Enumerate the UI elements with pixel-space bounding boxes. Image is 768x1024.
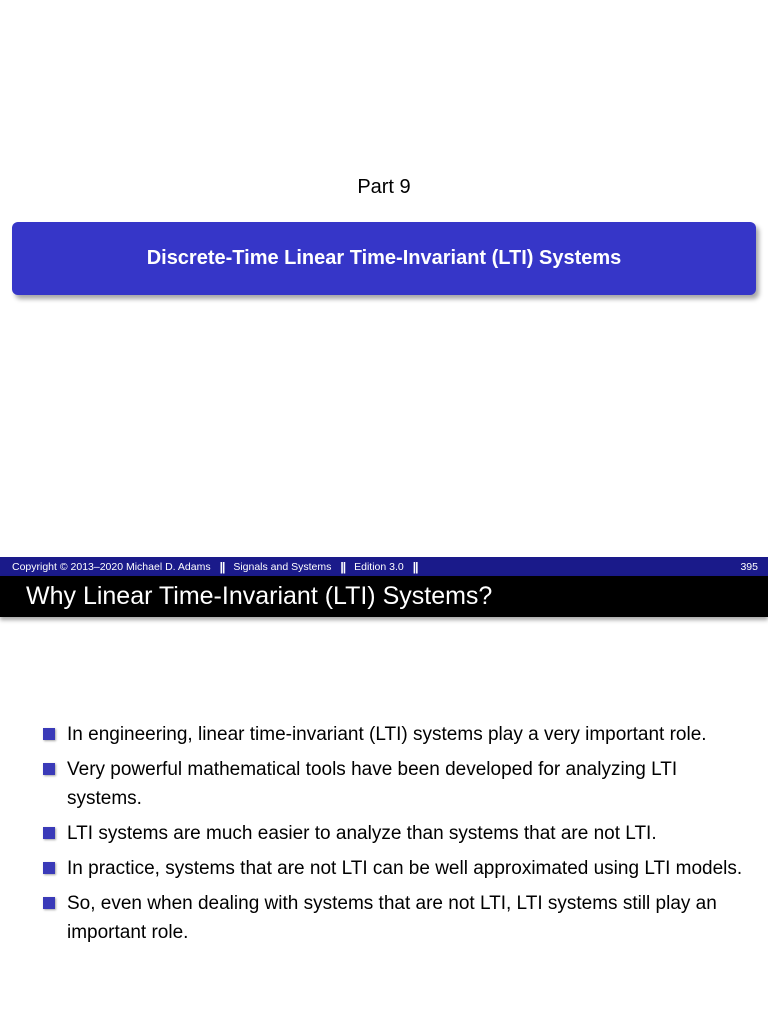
slide-title: Discrete-Time Linear Time-Invariant (LTI) Systems [146,247,622,269]
bullet-text: So, even when dealing with systems that are not LTI, LTI systems still play an important role. [67,893,717,943]
bullet-list [0,720,768,953]
bullet-square-icon [43,827,55,839]
slide-header [0,576,768,617]
footer-bar [0,557,768,576]
list-item [0,819,768,848]
bullet-text: LTI systems are much easier to analyze than systems that are not LTI. [67,823,657,844]
bullet-text: In engineering, linear time-invariant (LTI) systems play a very important role. [67,724,707,745]
bullet-square-icon [43,897,55,909]
footer-separator: || [412,559,418,574]
footer-copyright: Copyright © 2013–2020 Michael D. Adams [12,560,211,573]
bullet-text: Very powerful mathematical tools have been developed for analyzing LTI systems. [67,759,678,809]
list-item [0,720,768,749]
list-item [0,854,768,883]
part-label: Part 9 [357,176,411,198]
slide-heading: Why Linear Time-Invariant (LTI) Systems? [26,582,493,610]
list-item [0,755,768,813]
page-number: 395 [740,560,758,573]
footer-edition: Edition 3.0 [354,560,404,573]
bullet-square-icon [43,728,55,740]
bullet-square-icon [43,862,55,874]
bullet-square-icon [43,763,55,775]
bullet-text: In practice, systems that are not LTI can be well approximated using LTI models. [67,858,743,879]
footer-book-title: Signals and Systems [233,560,332,573]
list-item [0,889,768,947]
footer-separator: || [340,559,346,574]
title-box [12,222,756,295]
footer-separator: || [219,559,225,574]
